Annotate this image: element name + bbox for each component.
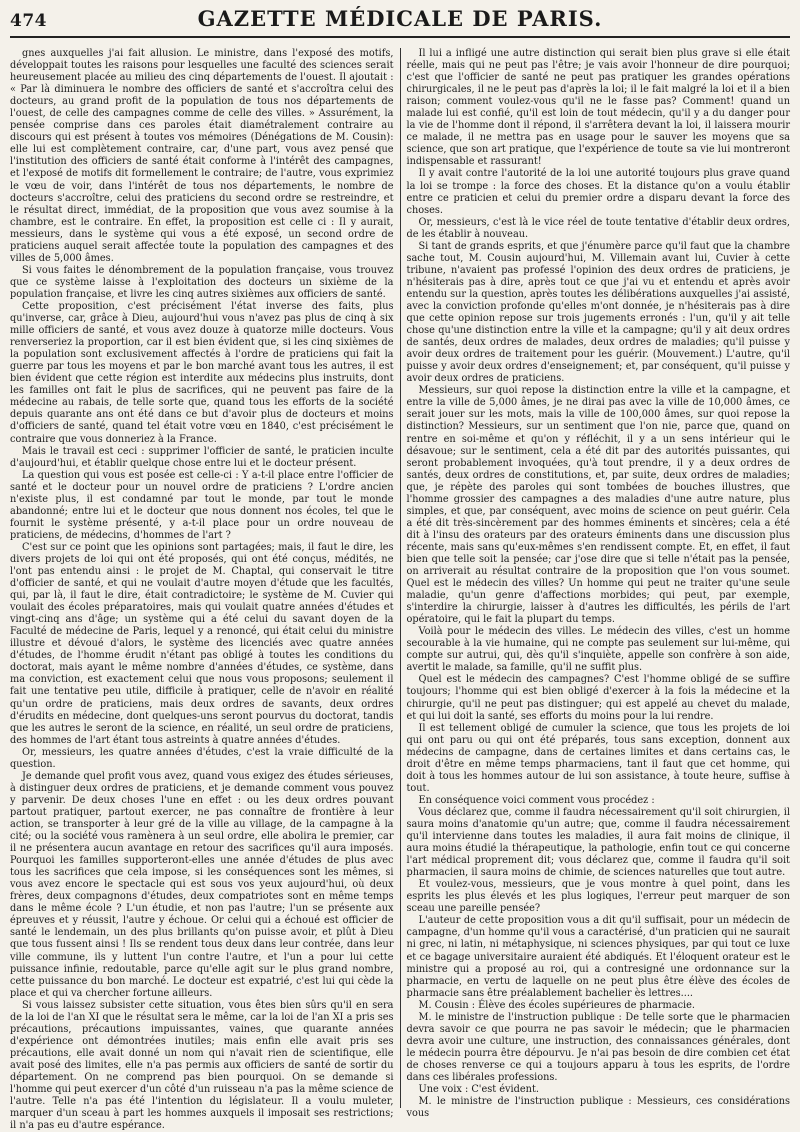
paragraph: Vous déclarez que, comme il faudra nécessairement qu'il soit chirurgien, il saura moins d'anatomie qu'un autre; que, comme il faudra nécessairement qu'il intervienne dans toutes les maladies, il aura fait moins de clinique, il aura moins étudié la thérapeutique, la pathologie, enfin tout ce qui concerne l'art médical proprement dit; vous déclarez que, comme il faudra qu'il soit pharmacien, il saura moins de chimie, de sciences naturelles que tout autre. — [406, 806, 790, 879]
paragraph: C'est sur ce point que les opinions sont partagées; mais, il faut le dire, les divers projets de loi qui ont été proposés, qui ont été conçus, médités, ne l'ont pas entendu ainsi : le projet de M. Chaptal, qui conservait le titre d'officier de santé, et qui ne voulait d'autre moyen d'étude que les facultés, qui, par là, il faut le dire, était contradictoire; le système de M. Cuvier qui voulait des écoles préparatoires, mais qui voulait quatre années d'études et vingt-cinq ans d'âge; un système qui a été celui du savant doyen de la Faculté de médecine de Paris, lequel y a renoncé, qui était celui du ministre illustre et dévoué d'alors, le système des licenciés avec quatre années d'études, de l'homme érudit n'étant pas obligé à toutes les conditions du doctorat, mais ayant le même nombre d'années d'études, ce système, dans ma conviction, est exactement celui que nous vous proposons; seulement il fait une tentative peu utile, difficile à pratiquer, celle de n'avoir en réalité qu'un ordre de praticiens, mais deux ordres de savants, deux ordres d'érudits en médecine, dont quelques-uns seront pourvus du doctorat, tandis que les autres le seront de la science, en réalité, un seul ordre de praticiens, des hommes de l'art étant tous astreints à quatre années d'études. — [10, 541, 394, 746]
paragraph: Il y avait contre l'autorité de la loi une autorité toujours plus grave quand la loi se trompe : la force des choses. Et la distance qu'on a voulu établir entre ce praticien et celui du premier ordre a disparu devant la force des choses. — [406, 168, 790, 216]
paragraph: Il est tellement obligé de cumuler la science, que tous les projets de loi qui ont paru ou qui ont été préparés, tous sans exception, donnent aux médecins de campagne, dans de certaines limites et dans certains cas, le droit d'être en même temps pharmaciens, tant il faut que cet homme, qui doit à tous les hommes autour de lui son assistance, à toute heure, suffise à tout. — [406, 722, 790, 794]
left-column — [10, 48, 394, 1132]
page-number: 474 — [10, 11, 47, 31]
page-header — [10, 6, 790, 38]
paragraph: Je demande quel profit vous avez, quand vous exigez des études sérieuses, à distinguer deux ordres de praticiens, et je demande comment vous pouvez y parvenir. De deux choses l'une en effet : ou les deux ordres pouvant partout pratiquer, partout exercer, ne pas connaître de frontière à leur action, se transporter à leur gré de la ville au village, de la campagne à la cité; ou la société vous ramènera à un seul ordre, elle abolira le premier, car il ne présentera aucun avantage en retour des sacrifices qu'il aura imposés. Pourquoi les familles supporteront-elles une année d'études de plus avec tous les sacrifices que cela impose, si les conséquences sont les mêmes, si vous avez encore le spectacle qui est sous vos yeux aujourd'hui, où deux frères, deux compagnons d'études, deux compatriotes sont en même temps dans le même école ? L'un étudie, et non pas l'autre; l'un se présente aux épreuves et y réussit, l'autre y échoue. Or celui qui a échoué est officier de santé le lendemain, un des plus brillants qu'on puisse avoir, et plût à Dieu que tous fussent ainsi ! Ils se rendent tous deux dans leur contrée, dans leur ville commune, ils y luttent l'un contre l'autre, et l'un a pour lui cette puissance infinie, redoutable, parce qu'elle agit sur le plus grand nombre, cette puissance du bon marché. Le docteur est expatrié, c'est lui qui cède la place et qui va chercher fortune ailleurs. — [10, 770, 394, 999]
column-divider — [400, 48, 401, 1108]
paragraph: Si vous laissez subsister cette situation, vous êtes bien sûrs qu'il en sera de la loi de l'an XI que le résultat sera le même, car la loi de l'an XI a pris ses précautions, précautions impuissantes, vaines, que quarante années d'expérience ont démontrées inutiles; mais enfin elle avait pris ses précautions, elle avait donné un nom qui n'avait rien de scientifique, elle avait posé des limites, elle n'a pas permis aux officiers de santé de sortir du département. On ne comprend pas bien pourquoi. On se demande si l'homme qui peut exercer d'un côté d'un ruisseau n'a pas la même science de l'autre. Telle n'a pas été l'intention du législateur. Il a voulu muleter, marquer d'un sceau à part les hommes auxquels il imposait ses restrictions; il n'a pas eu d'autre espérance. — [10, 999, 394, 1132]
paragraph: gnes auxquelles j'ai fait allusion. Le ministre, dans l'exposé des motifs, développait toutes les raisons pour lesquelles une faculté des sciences serait heureusement placée au milieu des cinq départements de l'ouest. Il ajoutait : « Par là diminuera le nombre des officiers de santé et s'accroîtra celui des docteurs, au grand profit de la population de tous nos départements de l'ouest, de celle des campagnes comme de celle des villes. » Assurément, la pensée comprise dans ces paroles était diamétralement contraire au discours qui est présent à toutes vos mémoires (Dénégations de M. Cousin): elle lui est complètement contraire, car, d'une part, vous avez pensé que l'institution des officiers de santé était conforme à l'intérêt des campagnes, et l'exposé de motifs dit formellement le contraire; de l'autre, vous exprimiez le vœu de voir, dans l'intérêt de tous nos départements, le nombre de docteurs s'accroître, celui des praticiens du second ordre se restreindre, et le résultat direct, immédiat, de la proposition que vous avez soumise à la chambre, est le contraire. En effet, la proposition est celle ci : Il y aurait, messieurs, dans le système qui vous a été exposé, un second ordre de praticiens auquel serait affectée toute la population des campagnes et des villes de 5,000 âmes. — [10, 48, 394, 264]
paragraph: En conséquence voici comment vous procédez : — [418, 794, 655, 806]
paragraph: Et voulez-vous, messieurs, que je vous montre à quel point, dans les esprits les plus élevés et les plus logiques, l'erreur peut marquer de son sceau une pareille pensée? — [406, 879, 790, 915]
right-column — [406, 48, 790, 1120]
paragraph: Or, messieurs, les quatre années d'études, c'est la vraie difficulté de la question. — [10, 746, 394, 770]
journal-title: GAZETTE MÉDICALE DE PARIS. — [197, 6, 603, 31]
paragraph: Quel est le médecin des campagnes? C'est l'homme obligé de se suffire toujours; l'homme qui est bien obligé d'exercer à la fois la médecine et la chirurgie, qu'il ne peut pas distinguer; qui est appelé au chevet du malade, et qui lui doit la santé, ses efforts du moins pour la lui rendre. — [406, 674, 790, 722]
paragraph: Or, messieurs, c'est là le vice réel de toute tentative d'établir deux ordres, de les établir à nouveau. — [406, 216, 790, 240]
paragraph: Cette proposition, c'est précisément l'état inverse des faits, plus qu'inverse, car, grâce à Dieu, aujourd'hui vous n'avez pas plus de cinq à six mille officiers de santé, et vous avez douze à quatorze mille docteurs. Vous renverseriez la proportion, car il est bien évident que, si les cinq sixièmes de la population sont exclusivement affectés à l'ordre de praticiens qui fait la guerre par tous les moyens et par le bon marché avant tous les autres, il est bien évident que cette région est interdite aux médecins plus instruits, dont les familles ont fait le plus de sacrifices, qui ne peuvent pas faire de la médecine au rabais, de telle sorte que, quand tous les efforts de la société depuis quarante ans ont été dans ce but d'avoir plus de docteurs et moins d'officiers de santé, quand tel était votre vœu en 1840, c'est précisément le contraire que vous donneriez à la France. — [10, 300, 394, 445]
paragraph: Il lui a infligé une autre distinction qui serait bien plus grave si elle était réelle, mais qui ne peut pas l'être; je vais avoir l'honneur de dire pourquoi; c'est que l'officier de santé ne peut pas pratiquer les grandes opérations chirurgicales, il ne le peut pas d'après la loi; il le fait malgré la loi et il a bien raison; comment voulez-vous qu'il ne le fasse pas? Comment! quand un malade lui est confié, qu'il est loin de tout médecin, qu'il y a du danger pour la vie de l'homme dont il répond, il s'arrêtera devant la loi, il laissera mourir ce malade, il ne mettra pas en usage pour le sauver les moyens que sa science, que son art pratique, que l'expérience de toute sa vie lui montreront indispensable et rassurant! — [406, 48, 790, 168]
text-columns — [10, 48, 790, 1132]
paragraph: Mais le travail est ceci : supprimer l'officier de santé, le praticien inculte d'aujourd'hui, et établir quelque chose entre lui et le docteur présent. — [10, 445, 394, 469]
paragraph: M. Cousin : Élève des écoles supérieures de pharmacie. — [418, 999, 696, 1011]
paragraph: Si vous faites le dénombrement de la population française, vous trouvez que ce système laisse à l'exploitation des docteurs un sixième de la population française, et livre les cinq autres sixièmes aux officiers de santé. — [10, 264, 394, 300]
paragraph: Si tant de grands esprits, et que j'énumère parce qu'il faut que la chambre sache tout, M. Cousin aujourd'hui, M. Villemain avant lui, Cuvier à cette tribune, n'avaient pas professé l'opinion des deux ordres de praticiens, je n'hésiterais pas à dire, après tout ce que j'ai vu et entendu et après avoir entendu sur la question, après toutes les délibérations auxquelles j'ai assisté, avec la conviction profonde qu'elles m'ont donnée, je n'hésiterais pas à dire que cette opinion repose sur trois jugements erronés : l'un, qu'il y ait telle chose qu'une distinction entre la ville et la campagne; qu'il y ait deux ordres de santés, deux ordres de malades, deux ordres de maladies; qu'il puisse y avoir deux ordres de traitement pour les guérir. (Mouvement.) L'autre, qu'il puisse y avoir deux ordres d'enseignement; et, par conséquent, qu'il puisse y avoir deux ordres de praticiens. — [406, 240, 790, 385]
paragraph: M. le ministre de l'instruction publique : De telle sorte que le pharmacien devra savoir ce que pourra ne pas savoir le médecin; que le pharmacien devra avoir une culture, une instruction, des connaissances générales, dont le médecin pourra être dépourvu. Je n'ai pas besoin de dire combien cet état de choses renverse ce qui a toujours apparu à tous les esprits, de l'ordre dans ces libérales professions. — [406, 1011, 790, 1083]
paragraph: L'auteur de cette proposition vous a dit qu'il suffisait, pour un médecin de campagne, d'un homme qu'il vous a caractérisé, d'un praticien qui ne saurait ni grec, ni latin, ni métaphysique, ni sciences physiques, par qui tout ce luxe et ce bagage universitaire auraient été abdiqués. Et l'éloquent orateur est le ministre qui a proposé au roi, qui a contresigné une ordonnance sur la pharmacie, en vertu de laquelle on ne peut plus être élève des écoles de pharmacie sans être préalablement bachelier ès lettres.... — [406, 915, 790, 999]
paragraph: Une voix : C'est évident. — [418, 1084, 539, 1096]
paragraph: Messieurs, sur quoi repose la distinction entre la ville et la campagne, et entre la ville de 5,000 âmes, je ne dirai pas avec la ville de 10,000 âmes, ce serait jouer sur les mots, mais la ville de 100,000 âmes, sur quoi repose la distinction? Messieurs, sur un sentiment que l'on nie, parce que, quand on rentre en soi-même et qu'on y réfléchit, il y a un sens intérieur qui le désavoue; sur le sentiment, cela a été dit par des autorités puissantes, qui seront probablement invoquées, qu'à tout prendre, il y a deux ordres de santés, deux ordres de constitutions, et, par suite, deux ordres de maladies; que, je répète des paroles qui sont tombées de bouches illustres, que l'homme grossier des campagnes a des maladies d'une autre nature, plus simples, et que, par conséquent, avec moins de science on peut guérir. Cela a été dit très-sincèrement par des hommes éminents et sincères; cela a été dit à l'insu des orateurs par des orateurs éminents dans une discussion plus récente, mais sans qu'eux-mêmes s'en rendissent compte. Et, en effet, il faut bien que telle soit la pensée; car j'ose dire que si telle n'était pas la pensée, on arriverait au résultat contraire de la proposition que l'on vous soumet. Quel est le médecin des villes? Un homme qui peut ne traiter qu'une seule maladie, qu'un genre d'affections morbides; qui peut, par exemple, s'interdire la chirurgie, laisser à d'autres les difficultés, les périls de l'art opératoire, qui le fait la plupart du temps. — [406, 385, 790, 626]
paragraph: Voilà pour le médecin des villes. Le médecin des villes, c'est un homme secourable à la vie humaine, qui ne compte pas seulement sur lui-même, qui compte sur autrui, qui, dès qu'il s'inquiète, appelle son confrère à son aide, avertit le malade, sa famille, qu'il ne suffit plus. — [406, 626, 790, 674]
paragraph: La question qui vous est posée est celle-ci : Y a-t-il place entre l'officier de santé et le docteur pour un nouvel ordre de praticiens ? L'ordre ancien n'existe plus, il est condamné par tout le monde, par tout le monde abandonné; entre lui et le docteur que nous donnent nos écoles, tel que le fournit le système présenté, y a-t-il place pour un ordre nouveau de praticiens, de médecins, d'hommes de l'art ? — [10, 469, 394, 541]
paragraph: M. le ministre de l'instruction publique : Messieurs, ces considérations vous — [406, 1096, 790, 1120]
